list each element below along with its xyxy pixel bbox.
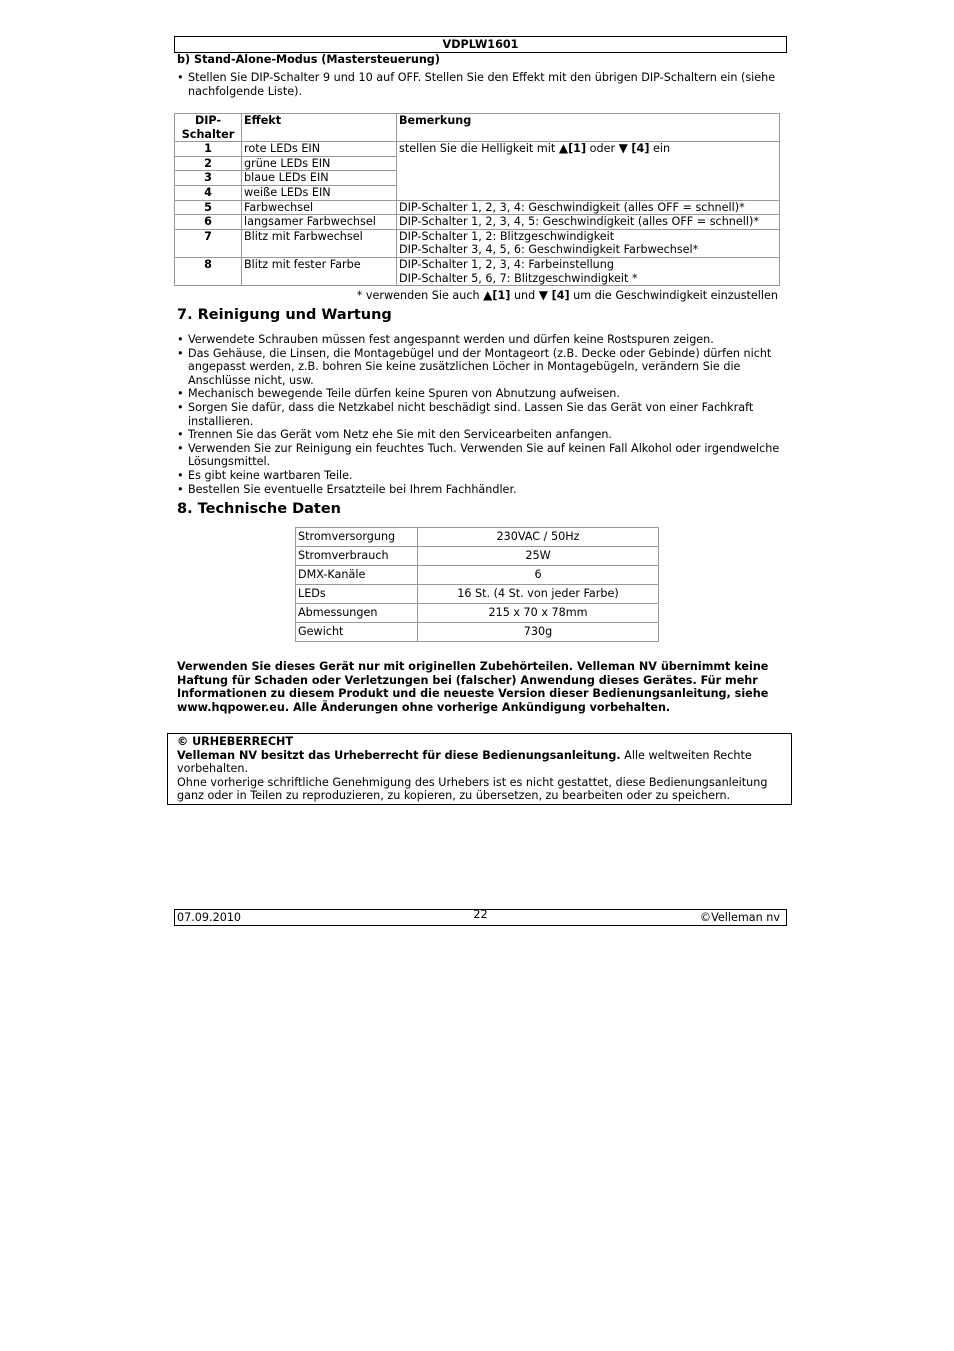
remark-cell: DIP-Schalter 1, 2: Blitzgeschwindigkeit DIP-Schalter 3, 4, 5, 6: Geschwindigkeit Farbwechsel* — [397, 229, 780, 257]
table-row — [296, 585, 659, 604]
page-header — [174, 36, 787, 53]
footer-brand: ©Velleman nv — [699, 911, 780, 924]
copyright-title: © URHEBERRECHT — [177, 735, 294, 748]
dip-number: 7 — [175, 229, 242, 257]
section-b-bullet: • Stellen Sie DIP-Schalter 9 und 10 auf OFF. Stellen Sie den Effekt mit den übrigen DIP-Schaltern ein (siehe nachfolgende Liste). — [177, 71, 777, 98]
dip-header: DIP- Schalter — [175, 114, 242, 142]
list-item: • Bestellen Sie eventuelle Ersatzteile bei Ihrem Fachhändler. — [177, 483, 780, 497]
list-item: • Verwenden Sie zur Reinigung ein feuchtes Tuch. Verwenden Sie auf keinen Fall Alkohol oder irgendwelche Lösungsmittel. — [177, 442, 780, 469]
brightness-remark: stellen Sie die Helligkeit mit ▲[1] oder ▼ [4] ein — [397, 142, 780, 200]
up-arrow-icon: ▲ — [483, 288, 493, 302]
list-item: • Mechanisch bewegende Teile dürfen keine Spuren von Abnutzung aufweisen. — [177, 387, 780, 401]
table-row — [296, 528, 659, 547]
section-8-heading: 8. Technische Daten — [177, 501, 341, 517]
copyright-box — [167, 733, 792, 805]
spec-label: DMX-Kanäle — [296, 566, 418, 585]
effect-cell: rote LEDs EIN — [242, 142, 397, 157]
spec-label: LEDs — [296, 585, 418, 604]
copyright-statement: Velleman NV besitzt das Urheberrecht für diese Bedienungsanleitung. Alle weltweiten Rechte vorbehalten. — [177, 748, 752, 776]
dip-table — [174, 113, 780, 286]
spec-value: 730g — [418, 623, 659, 642]
spec-value: 6 — [418, 566, 659, 585]
table-row — [296, 623, 659, 642]
footer-date: 07.09.2010 — [177, 911, 242, 924]
dip-number: 6 — [175, 215, 242, 230]
dip-number: 8 — [175, 257, 242, 285]
spec-value: 16 St. (4 St. von jeder Farbe) — [418, 585, 659, 604]
effect-cell: weiße LEDs EIN — [242, 185, 397, 200]
table-row — [296, 604, 659, 623]
list-item: • Sorgen Sie dafür, dass die Netzkabel nicht beschädigt sind. Lassen Sie das Gerät von einer Fachkraft installieren. — [177, 401, 780, 428]
remark-header: Bemerkung — [397, 114, 780, 142]
spec-label: Stromversorgung — [296, 528, 418, 547]
spec-value: 230VAC / 50Hz — [418, 528, 659, 547]
list-item: • Verwendete Schrauben müssen fest angespannt werden und dürfen keine Rostspuren zeigen. — [177, 333, 780, 347]
document-title: VDPLW1601 — [442, 38, 519, 51]
section-b-bullets — [177, 71, 777, 98]
dip-number: 2 — [175, 156, 242, 171]
effect-header: Effekt — [242, 114, 397, 142]
list-item: • Trennen Sie das Gerät vom Netz ehe Sie mit den Servicearbeiten anfangen. — [177, 428, 780, 442]
spec-label: Gewicht — [296, 623, 418, 642]
dip-number: 1 — [175, 142, 242, 157]
effect-cell: blaue LEDs EIN — [242, 171, 397, 186]
dip-number: 3 — [175, 171, 242, 186]
remark-cell: DIP-Schalter 1, 2, 3, 4: Farbeinstellung DIP-Schalter 5, 6, 7: Blitzgeschwindigkeit * — [397, 257, 780, 285]
effect-cell: langsamer Farbwechsel — [242, 215, 397, 230]
section-7-heading: 7. Reinigung und Wartung — [177, 307, 392, 323]
list-item: • Das Gehäuse, die Linsen, die Montagebügel und der Montageort (z.B. Decke oder Gebinde) dürfen nicht angepasst werden, z.B. bohren Sie keine zusätzlichen Löcher in Montagebügeln, verändern Sie die Anschlüsse nicht, usw. — [177, 347, 780, 388]
list-item: • Es gibt keine wartbaren Teile. — [177, 469, 780, 483]
speed-footnote: * verwenden Sie auch ▲[1] und ▼ [4] um die Geschwindigkeit einzustellen — [356, 288, 778, 302]
remark-cell: DIP-Schalter 1, 2, 3, 4: Geschwindigkeit (alles OFF = schnell)* — [397, 200, 780, 215]
effect-cell: Blitz mit Farbwechsel — [242, 229, 397, 257]
spec-label: Abmessungen — [296, 604, 418, 623]
spec-value: 25W — [418, 547, 659, 566]
down-arrow-icon: ▼ — [618, 141, 628, 156]
spec-label: Stromverbrauch — [296, 547, 418, 566]
dip-number: 4 — [175, 185, 242, 200]
effect-cell: Farbwechsel — [242, 200, 397, 215]
down-arrow-icon: ▼ — [538, 288, 549, 302]
section-b-title: b) Stand-Alone-Modus (Mastersteuerung) — [177, 53, 440, 66]
effect-cell: Blitz mit fester Farbe — [242, 257, 397, 285]
maintenance-list — [177, 333, 780, 496]
effect-cell: grüne LEDs EIN — [242, 156, 397, 171]
up-arrow-icon: ▲ — [558, 141, 569, 156]
tech-data-table — [295, 527, 659, 642]
dip-number: 5 — [175, 200, 242, 215]
page-number: 22 — [473, 908, 488, 921]
copyright-restrictions: Ohne vorherige schriftliche Genehmigung des Urhebers ist es nicht gestattet, diese Bedienungsanleitung ganz oder in Teilen zu reproduzieren, zu kopieren, zu übersetzen, zu bearbeiten oder zu speichern. — [177, 775, 768, 803]
spec-value: 215 x 70 x 78mm — [418, 604, 659, 623]
disclaimer-text: Verwenden Sie dieses Gerät nur mit originellen Zubehörteilen. Velleman NV übernimmt keine Haftung für Schaden oder Verletzungen bei (falscher) Anwendung dieses Gerätes. Für mehr Informationen zu diesem Produkt und die neueste Version dieser Bedienungsanleitung, siehe www.hqpower.eu. Alle Änderungen ohne vorherige Ankündigung vorbehalten. — [177, 660, 769, 714]
remark-cell: DIP-Schalter 1, 2, 3, 4, 5: Geschwindigkeit (alles OFF = schnell)* — [397, 215, 780, 230]
page-footer — [174, 909, 787, 926]
table-row — [296, 547, 659, 566]
table-row — [296, 566, 659, 585]
